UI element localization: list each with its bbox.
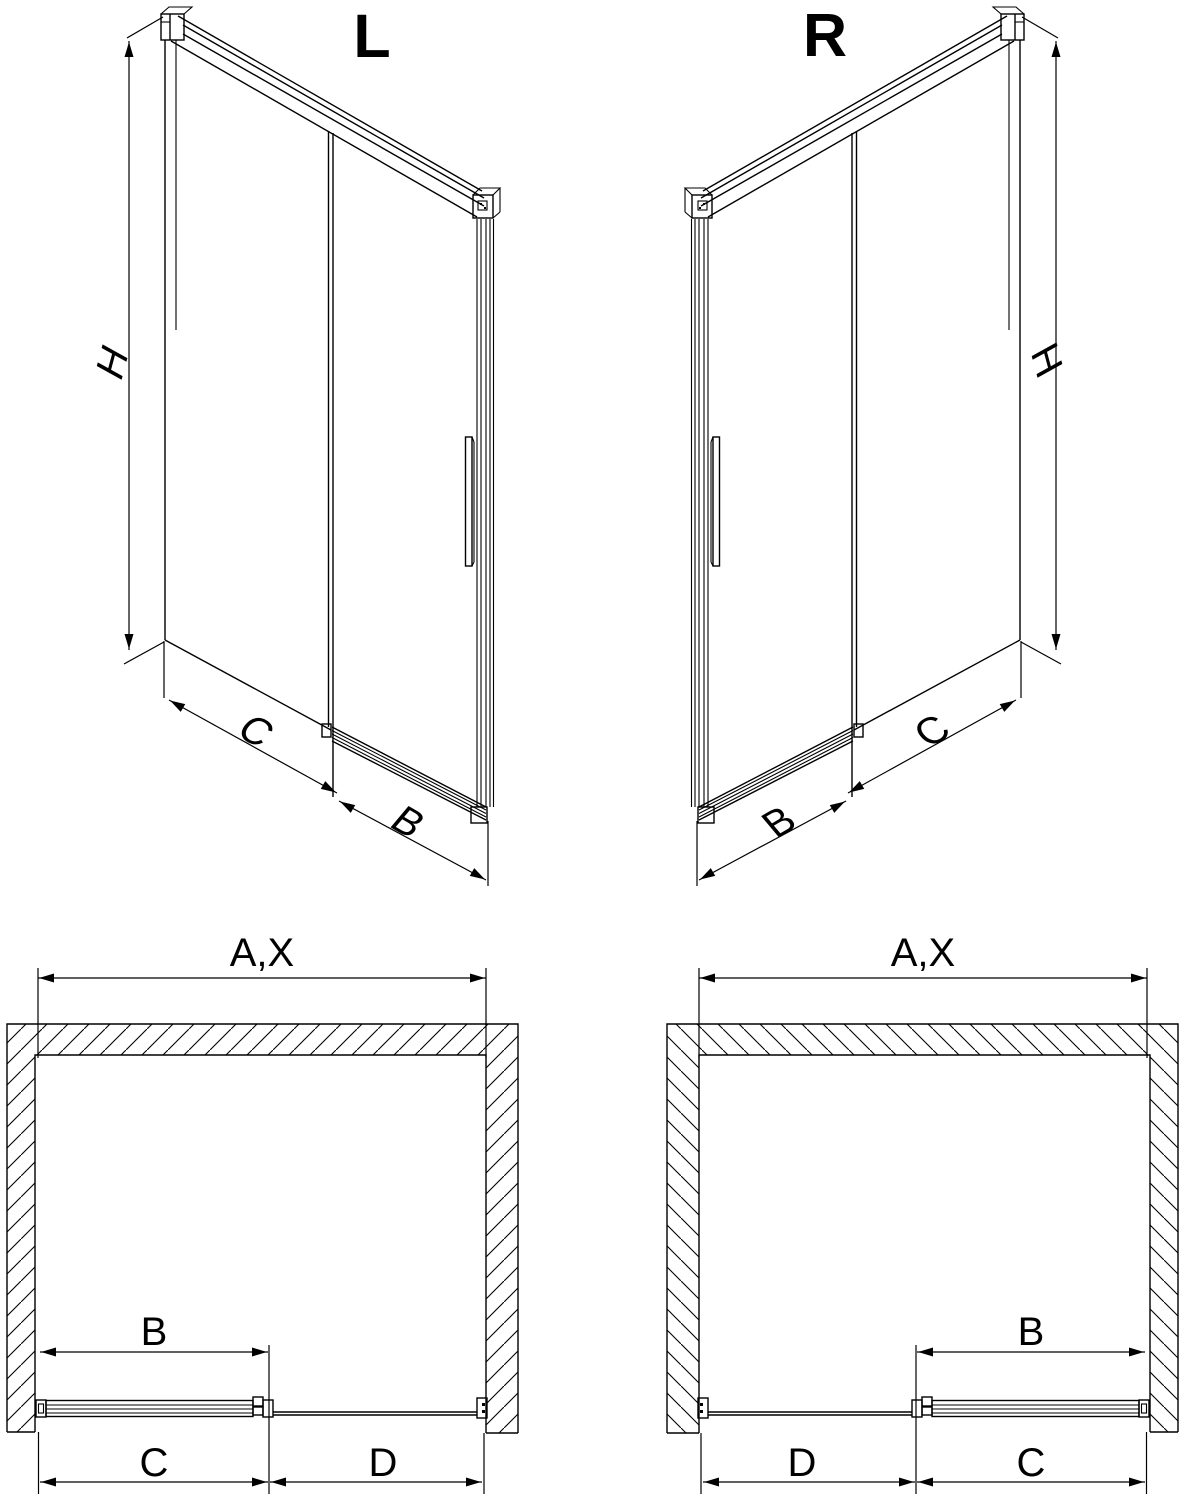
iso-view-left <box>88 2 500 886</box>
plan-view-left <box>7 931 518 1494</box>
iso-view-left-art <box>124 7 500 886</box>
plan-view-right <box>667 931 1178 1494</box>
dim-label-height-left: H <box>87 336 137 388</box>
dim-label-door-left: B <box>381 797 435 847</box>
dim-label-fixed-right: C <box>904 706 960 756</box>
plan-left-door-label: B <box>140 1310 168 1354</box>
variant-label-right: R <box>802 1 848 69</box>
variant-label-left: L <box>353 2 391 70</box>
plan-right-door-label: B <box>1017 1310 1045 1354</box>
plan-right-total-width-label: A,X <box>890 931 956 975</box>
plan-left-c-label: C <box>139 1441 169 1485</box>
plan-left-total-width-label: A,X <box>229 931 295 975</box>
iso-view-right <box>685 1 1071 886</box>
plan-view-left-art <box>7 968 518 1494</box>
dim-label-height-right: H <box>1022 334 1072 386</box>
plan-left-d-label: D <box>368 1441 398 1485</box>
dim-label-door-right: B <box>752 797 806 847</box>
iso-view-right-art <box>685 7 1061 886</box>
plan-right-c-label: C <box>1016 1441 1046 1485</box>
plan-right-d-label: D <box>787 1441 817 1485</box>
dim-label-fixed-left: C <box>228 706 284 756</box>
plan-view-right-art <box>667 968 1178 1494</box>
